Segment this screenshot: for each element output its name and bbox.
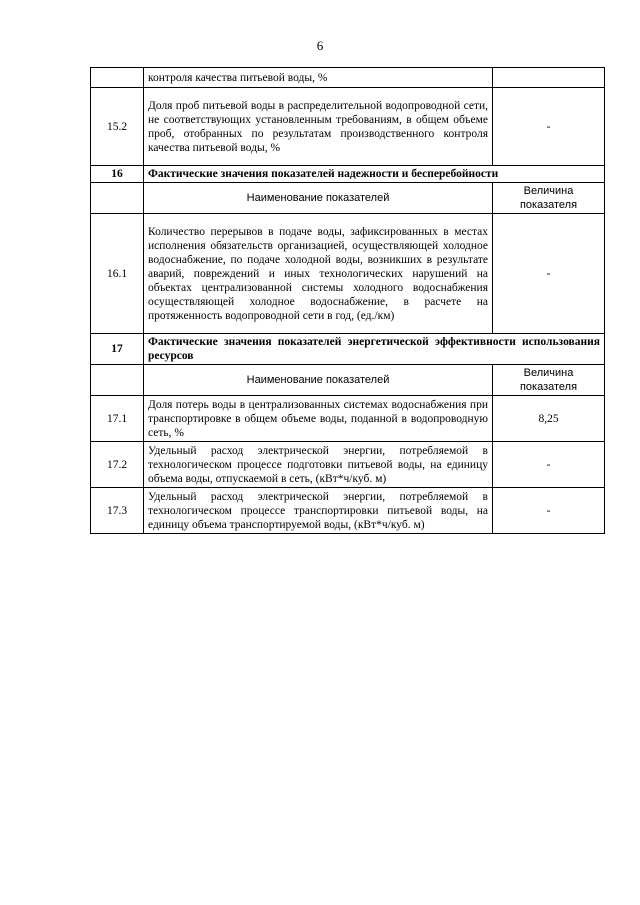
column-header-value: Величина показателя — [493, 365, 605, 396]
section-number: 16 — [91, 166, 144, 183]
indicator-value: - — [493, 442, 605, 488]
table-row — [91, 442, 605, 488]
indicator-value — [493, 68, 605, 88]
indicator-value: - — [493, 488, 605, 534]
row-number: 17.1 — [91, 396, 144, 442]
table-row — [91, 88, 605, 166]
indicator-value: - — [493, 214, 605, 334]
indicator-value: - — [493, 88, 605, 166]
column-header-value: Величина показателя — [493, 183, 605, 214]
page-number: 6 — [316, 38, 324, 53]
row-number: 17.3 — [91, 488, 144, 534]
indicator-text: Количество перерывов в подаче воды, зафиксированных в местах исполнения обязательств организацией, осуществляющей холодное водоснабжение, по подаче холодной воды, возникших в результате аварий, повреждений и иных технологических нарушений на объектах централизованной системы холодного водоснабжения осуществляющей холодное водоснабжение, в расчете на протяженность водопроводной сети в год, (ед./км) — [144, 214, 493, 334]
column-header-row — [91, 365, 605, 396]
indicator-text: Доля проб питьевой воды в распределительной водопроводной сети, не соответствующих установленным требованиям, в общем объеме проб, отобранных по результатам производственного контроля качества питьевой воды, % — [144, 88, 493, 166]
table-row — [91, 68, 605, 88]
indicator-text: Удельный расход электрической энергии, потребляемой в технологическом процессе транспортировки питьевой воды, на единицу объема транспортируемой воды, (кВт*ч/куб. м) — [144, 488, 493, 534]
indicator-text: Доля потерь воды в централизованных системах водоснабжения при транспортировке в общем объеме воды, поданной в водопроводную сеть, % — [144, 396, 493, 442]
table-row — [91, 488, 605, 534]
indicator-value: 8,25 — [493, 396, 605, 442]
table-row — [91, 396, 605, 442]
indicator-text: Удельный расход электрической энергии, потребляемой в технологическом процессе подготовки питьевой воды, на единицу объема воды, отпускаемой в сеть, (кВт*ч/куб. м) — [144, 442, 493, 488]
section-number: 17 — [91, 334, 144, 365]
indicator-text: контроля качества питьевой воды, % — [144, 68, 493, 88]
row-number-cell — [91, 68, 144, 88]
column-header-name: Наименование показателей — [144, 183, 493, 214]
section-header-row — [91, 166, 605, 183]
row-number: 15.2 — [91, 88, 144, 166]
column-header-row — [91, 183, 605, 214]
row-number-cell — [91, 183, 144, 214]
column-header-name: Наименование показателей — [144, 365, 493, 396]
row-number: 17.2 — [91, 442, 144, 488]
section-title: Фактические значения показателей надежности и бесперебойности — [144, 166, 605, 183]
indicators-table — [90, 67, 605, 534]
row-number: 16.1 — [91, 214, 144, 334]
table-row — [91, 214, 605, 334]
row-number-cell — [91, 365, 144, 396]
section-title: Фактические значения показателей энергетической эффективности использования ресурсов — [144, 334, 605, 365]
section-header-row — [91, 334, 605, 365]
